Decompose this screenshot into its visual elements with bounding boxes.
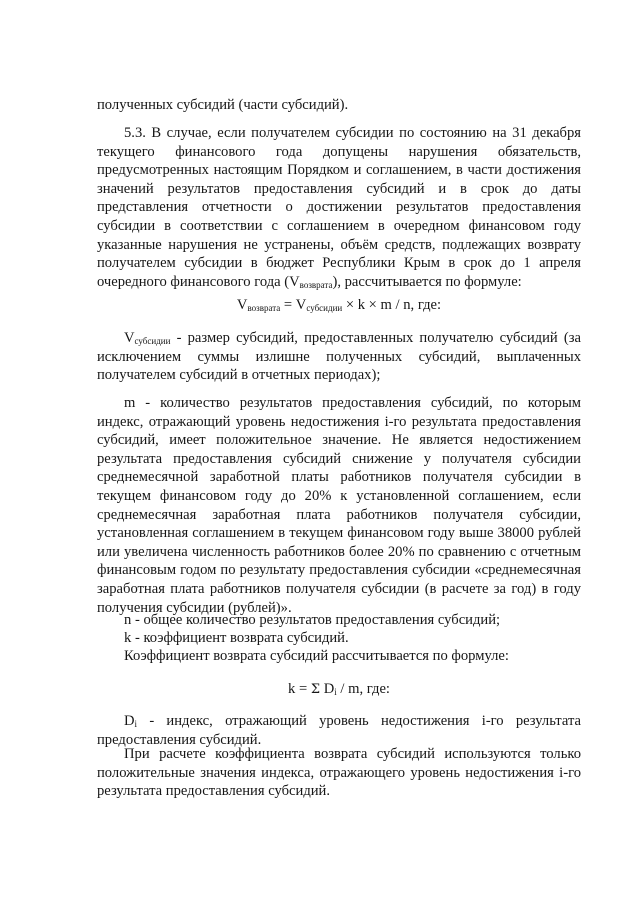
paragraph-continuation: полученных субсидий (части субсидий). — [97, 97, 349, 113]
definition-m: m - количество результатов предоставления субсидий, по которым индекс, отражающий уровень недостижения i-го результата предоставления субсидий, имеет положительное значение. Не является недостижением результата предоставления субсидий снижение у получателя субсидии среднемесячной заработной платы работников получателя субсидии в текущем финансовом году до 20% к установленной соглашением, если среднемесячная заработная плата работников получателя субсидии, установленная соглашением в текущем финансовом году выше 38000 рублей или увеличена численность работников более 20% по сравнению с отчетным финансовым годом по результату предоставления субсидии «среднемесячная заработная плата работников получателя субсидии (в расчете за год) в году получения субсидии (рублей)». — [97, 395, 581, 616]
subscript-vozvrata: возврата — [299, 279, 333, 290]
formula-coefficient: k = Σ $D_i$ / m, где: — [288, 681, 390, 697]
definition-v-subsidy: $V_{субсидии}$ - размер субсидий, предоставленных получателю субсидий (за исключением суммы излишне полученных субсидий, выплаченных получателем субсидий в отчетных периодах); — [97, 330, 581, 384]
definition-di: $D_i$ - индекс, отражающий уровень недостижения i-го результата предоставления субсидий. — [97, 713, 581, 748]
definition-n: n - общее количество результатов предоставления субсидий; — [124, 612, 501, 628]
formula-return-volume: $V_{возврата} = V_{субсидии} \times k \times m / n$, где: — [236, 297, 442, 313]
formula-intro: Коэффициент возврата субсидий рассчитывается по формуле: — [124, 648, 509, 664]
definition-k: k - коэффициент возврата субсидий. — [124, 630, 349, 646]
sum-symbol: Σ — [310, 682, 321, 697]
paragraph-5-3: 5.3. В случае, если получателем субсидии по состоянию на 31 декабря текущего финансового года допущены нарушения обязательств, предусмотренных настоящим Порядком и соглашением, в части достижения значений результатов предоставления субсидий и в срок до даты представления отчетности о достижении результатов предоставления субсидии в соответствии с соглашением в очередном финансовом году указанные нарушения не устранены, объём средств, подлежащих возврату получателем субсидии в бюджет Республики Крым в срок до 1 апреля очередного финансового года $(V_{возврата})$, рассчитывается по формуле: — [97, 125, 581, 290]
paragraph-positive-values: При расчете коэффициента возврата субсидий используются только положительные значения индекса, отражающего уровень недостижения i-го результата предоставления субсидий. — [97, 746, 581, 800]
